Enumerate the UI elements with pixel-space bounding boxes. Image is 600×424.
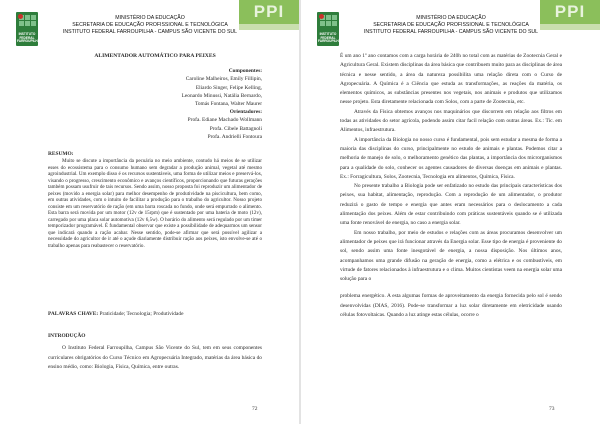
left-body bbox=[48, 52, 262, 141]
page-header bbox=[351, 15, 551, 35]
component-line: Leonardo Minussi, Natália Bernardo, bbox=[181, 92, 262, 99]
page-number: 72 bbox=[252, 406, 258, 412]
header-line-3: INSTITUTO FEDERAL FARROUPILHA - CAMPUS SÃO VICENTE DO SUL bbox=[363, 28, 539, 35]
header-line-2: SECRETARIA DE EDUCAÇÃO PROFISSIONAL E TECNOLÓGICA bbox=[72, 21, 228, 28]
resumo-label: RESUMO: bbox=[48, 151, 74, 157]
paragraph: Em nosso trabalho, por meio de estudos e relações com as áreas procuramos desenvolver um alimentador de peixes que irá funcionar através da Energia solar. Esse tipo de energia é proveniente do sol, sendo assim uma fonte inesgotável de energia, a nossa disposição. Nos últimos anos, acompanhamos uma grande difusão na geração de energia, como a elétrica e os combustíveis, em virtude de fatores relacionados à infraestrutura e o clima. Muitos cientistas veem na energia solar uma solução para o bbox=[340, 229, 562, 283]
keywords-text: Praticidade; Tecnologia; Produtividade bbox=[99, 311, 184, 317]
paragraph: A importância da Biologia no nosso curso é fundamental, pois sem estudar a mesma de forma a maioria das disciplinas do curso, principalmente no estudo de animais e plantas. Podemos citar a melhoria de manejo de solo, o melhoramento genético das plantas, a importância dos microrganismos para a qualidade do solo, conhecer os agentes causadores de diversas doenças em animais e plantas. Ex.: Forragicultura, Solos, Zootecnia, Tecnologia em alimentos, Química, Física. bbox=[340, 136, 562, 180]
right-body bbox=[340, 52, 562, 320]
ppi-logo: PPI bbox=[239, 0, 299, 24]
component-line: Tomás Fontana, Walter Maurer bbox=[194, 101, 262, 108]
keywords-block bbox=[48, 310, 262, 318]
logo-dot-icon bbox=[18, 14, 23, 19]
component-line: Eliardo Singer, Felipe Kelling, bbox=[195, 84, 262, 91]
paragraph: É um ano 1º ano contamos com a carga horária de 240h no total com as matérias de Zootecnia Geral e Agricultura Geral. Existem disciplinas da área básica que contribuem muito para as disciplinas de área técnica e nesse sentido, a área da natureza possibilita uma relação direta com o Curso de Agropecuária. A Química é a Ciência que estuda as transformações, as reações da matéria, os elementos químicos, as substâncias presentes nos vegetais, nos animais e produtos que utilizamos nesse projeto. Esta diretamente relacionada com Solos, com a parte de Zootecnia, etc. bbox=[340, 53, 562, 106]
logo-dot-icon bbox=[319, 14, 324, 19]
institute-logo bbox=[16, 12, 41, 46]
intro-text: O Instituto Federal Farroupilha, Campus São Vicente do Sul, tem em seus componentes curriculares obrigatórios do Curso Técnico em Agropecuária Integrado, matérias da área básica do ensino médio, como: Biologia, Física, Química, entre outras. bbox=[48, 345, 262, 371]
ppi-band bbox=[540, 24, 600, 30]
keywords-label: PALAVRAS CHAVE: bbox=[48, 311, 99, 317]
institute-logo bbox=[317, 12, 342, 46]
intro-block bbox=[48, 332, 262, 373]
right-page bbox=[301, 0, 600, 424]
header-line-1: MINISTÉRIO DA EDUCAÇÃO bbox=[416, 15, 486, 21]
resumo-text: Muito se discute a importância da pecuária no meio ambiente, contudo há meios de se utilizar esses do ecossistema para o consumo humano sem degradar a produção animal, vegetal até mesmo agroindustrial. Um exemplo disso é os recursos sustentáveis, uma forma de utilizar meios e preservá-los, visando o progresso, crescimento econômico e avanços científicos, proporcionando que futuras gerações também possam usufruir de tais recursos. Sendo assim, nosso proposta foi reproduzir um alimentador de peixes (movido a energia solar) para melhor desempenho de produtividade na piscicultura, bem como, em outras atividades, com o intuito de facilitar a produção para o trabalho do agricultor. Nosso projeto consiste em um reservatório de ração (em uma barra roscada no fundo, onde será empurrado o alimento. Esta barra será movida por um motor (12v de 15rpm) que é sustentado por uma bateria de moto (12v), carregado por uma placa solar automotiva (12v 6,5w). O horário do alimento será regulado por um timer temporizador programável. É fundamental observar que existe a possibilidade de adequarmos um sensor que indicará quando a ração acabar. Nesse sentido, pode-se afirmar que será possível agilizar a necessidade do agricultor de ir até o açude diariamente distribuir ração aos peixes, isto envolve-se até o trabalho apenas para reabastecer o reservatório. bbox=[48, 158, 262, 249]
header-line-1: MINISTÉRIO DA EDUCAÇÃO bbox=[115, 15, 185, 21]
header-line-2: SECRETARIA DE EDUCAÇÃO PROFISSIONAL E TECNOLÓGICA bbox=[373, 21, 529, 28]
paragraph: problema energético. A esta algumas formas de aproveitamento da energia fornecida pelo sol é sendo desenvolvidas (DIAS, 2016). Pode-se transformar a luz solar diretamente em eletricidade usando células fotovoltaicas. Quando a luz atinge estas células, ocorre o bbox=[340, 293, 562, 319]
advisor-line: Profa. Andrielli Fontoura bbox=[207, 133, 262, 140]
page-header bbox=[50, 15, 250, 35]
components-label: Componentes: bbox=[228, 68, 262, 75]
intro-heading: INTRODUÇÃO bbox=[48, 333, 86, 339]
logo-text: INSTITUTO FEDERAL FARROUPILHA bbox=[17, 32, 41, 44]
paragraph: Através da Física obtemos avanços nos maquinários que discorrem em relação aos filtros em todas as atividades do setor agrícola, podendo assim citar facil relação com outras áreas. Ex.: Tic. em Alimentos, infraestrutura. bbox=[340, 108, 562, 134]
ppi-band bbox=[239, 24, 299, 30]
paragraph: No presente trabalho a Biologia pode ser enfatizado no estudo das principais características dos peixes, sua habitat, alimentação, reprodução. Com a reprodução de um alimentador, o produtor reduzirá o gasto de tempo e energia que antes eram necessários para o deslocamento a cada alimentação dos peixes. Além de estar contribuindo com práticas sustentáveis quando se é utilizada uma fonte renovável de energia, no caso a energia solar. bbox=[340, 183, 562, 227]
ppi-logo: PPI bbox=[540, 0, 600, 24]
advisor-line: Profa. Ediane Machado Wollmann bbox=[187, 117, 262, 124]
article-title: ALIMENTADOR AUTOMÁTICO PARA PEIXES bbox=[94, 53, 216, 59]
logo-text: INSTITUTO FEDERAL FARROUPILHA bbox=[318, 32, 342, 44]
component-line: Caroline Malheiros, Emily Fillipin, bbox=[185, 76, 262, 83]
page-number: 73 bbox=[549, 406, 555, 412]
abstract-block bbox=[48, 150, 262, 249]
advisor-line: Profa. Cibele Battagnoli bbox=[209, 125, 262, 132]
left-page bbox=[0, 0, 299, 424]
header-line-3: INSTITUTO FEDERAL FARROUPILHA - CAMPUS SÃO VICENTE DO SUL bbox=[62, 28, 238, 35]
advisors-label: Orientadores: bbox=[229, 109, 262, 116]
